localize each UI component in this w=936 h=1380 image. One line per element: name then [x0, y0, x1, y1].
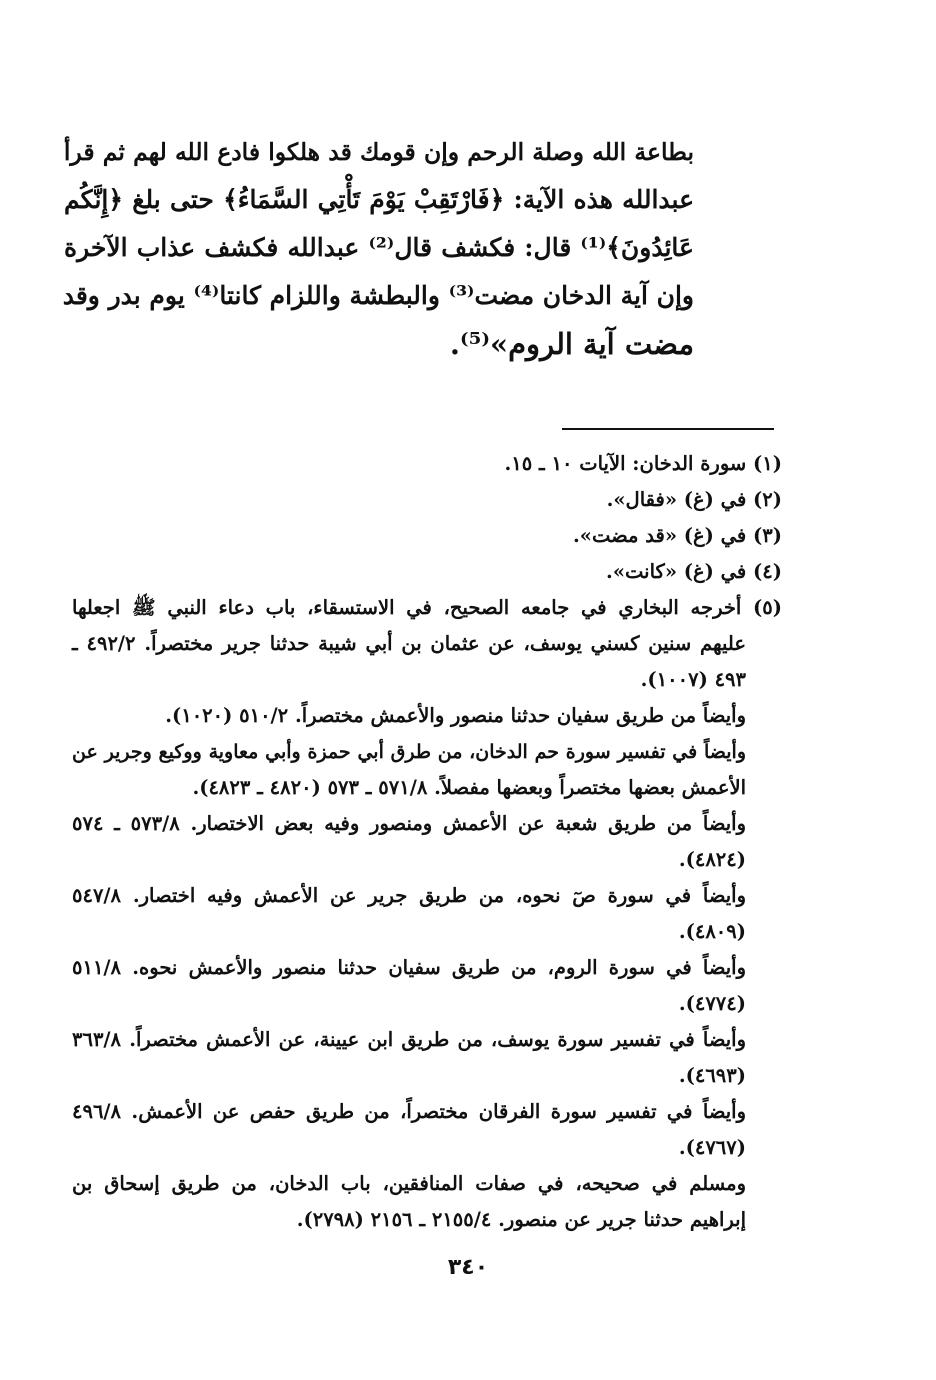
footnote-line: إبراهيم حدثنا جرير عن منصور. ٢١٥٥/٤ ـ ٢١٥٦ (٢٧٩٨).	[296, 1208, 746, 1231]
main-text-line: وإن آية الدخان مضت⁽³⁾ والبطشة واللزام كانتا⁽⁴⁾ يوم بدر وقد	[62, 281, 694, 310]
footnote-line: الأعمش بعضها مختصراً وبعضها مفصلاً. ٥٧١/٨ ـ ٥٧٣ (٤٨٢٠ ـ ٤٨٢٣).	[192, 776, 746, 799]
footnote-line: ومسلم في صحيحه، في صفات المنافقين، باب الدخان، من طريق إسحاق بن	[72, 1172, 746, 1195]
footnote-line: وأيضاً في تفسير سورة يوسف، من طريق ابن عيينة، عن الأعمش مختصراً. ٣٦٣/٨	[72, 1028, 746, 1051]
footnote-line: عليهم سنين كسني يوسف، عن عثمان بن أبي شيبة حدثنا جرير مختصراً. ٤٩٢/٢ ـ	[72, 632, 746, 655]
footnote-line: وأيضاً من طريق سفيان حدثنا منصور والأعمش مختصراً. ٥١٠/٢ (١٠٢٠).	[165, 704, 746, 727]
footnote-line: ٤٩٣ (١٠٠٧).	[640, 668, 746, 691]
footnote-line: وأيضاً في تفسير سورة الفرقان مختصراً، من طريق حفص عن الأعمش. ٤٩٦/٨	[72, 1100, 746, 1123]
footnote-line: (١) سورة الدخان: الآيات ١٠ ـ ١٥.	[504, 452, 782, 475]
page-number: ٣٤٠	[447, 1255, 489, 1280]
footnote-line: وأيضاً في سورة صٓ نحوه، من طريق جرير عن الأعمش وفيه اختصار. ٥٤٧/٨	[72, 884, 746, 907]
footnote-line: (٤٨٢٤).	[678, 848, 746, 871]
footnote-line: (٤) في (غ) «كانت».	[606, 560, 782, 583]
footnote-line: وأيضاً في سورة الروم، من طريق سفيان حدثنا منصور والأعمش نحوه. ٥١١/٨	[72, 956, 746, 979]
footnote-line: (٤٨٠٩).	[678, 920, 746, 943]
footnote-line: وأيضاً في تفسير سورة حم الدخان، من طرق أبي حمزة وأبي معاوية ووكيع وجرير عن	[72, 741, 746, 763]
footnote-line: (٤٧٧٤).	[678, 992, 746, 1015]
main-text-line: عَائِدُونَ﴾⁽¹⁾ قال: فكشف قال⁽²⁾ عبدالله فكشف عذاب الآخرة	[64, 233, 694, 262]
footnote-line: وأيضاً من طريق شعبة عن الأعمش ومنصور وفيه بعض الاختصار. ٥٧٣/٨ ـ ٥٧٤	[72, 812, 746, 835]
footnote-line: (٢) في (غ) «فقال».	[606, 488, 782, 511]
footnote-line: (٤٧٦٧).	[678, 1136, 746, 1159]
main-text-line: عبدالله هذه الآية: ﴿فَارْتَقِبْ يَوْمَ تَأْتِي السَّمَاءُ﴾ حتى بلغ ﴿إِنَّكُم	[64, 185, 694, 214]
footnote-line: (٣) في (غ) «قد مضت».	[573, 524, 782, 547]
main-text-line: بطاعة الله وصلة الرحم وإن قومك قد هلكوا فادع الله لهم ثم قرأ	[63, 138, 694, 166]
footnote-line: (٤٦٩٣).	[678, 1064, 746, 1087]
footnote-separator	[562, 428, 774, 430]
main-text-line: مضت آية الروم»⁽⁵⁾.	[449, 327, 694, 361]
main-text	[64, 128, 694, 368]
footnotes	[72, 446, 782, 1238]
footnote-line: (٥) أخرجه البخاري في جامعه الصحيح، في الاستسقاء، باب دعاء النبي ﷺ اجعلها	[72, 596, 782, 619]
